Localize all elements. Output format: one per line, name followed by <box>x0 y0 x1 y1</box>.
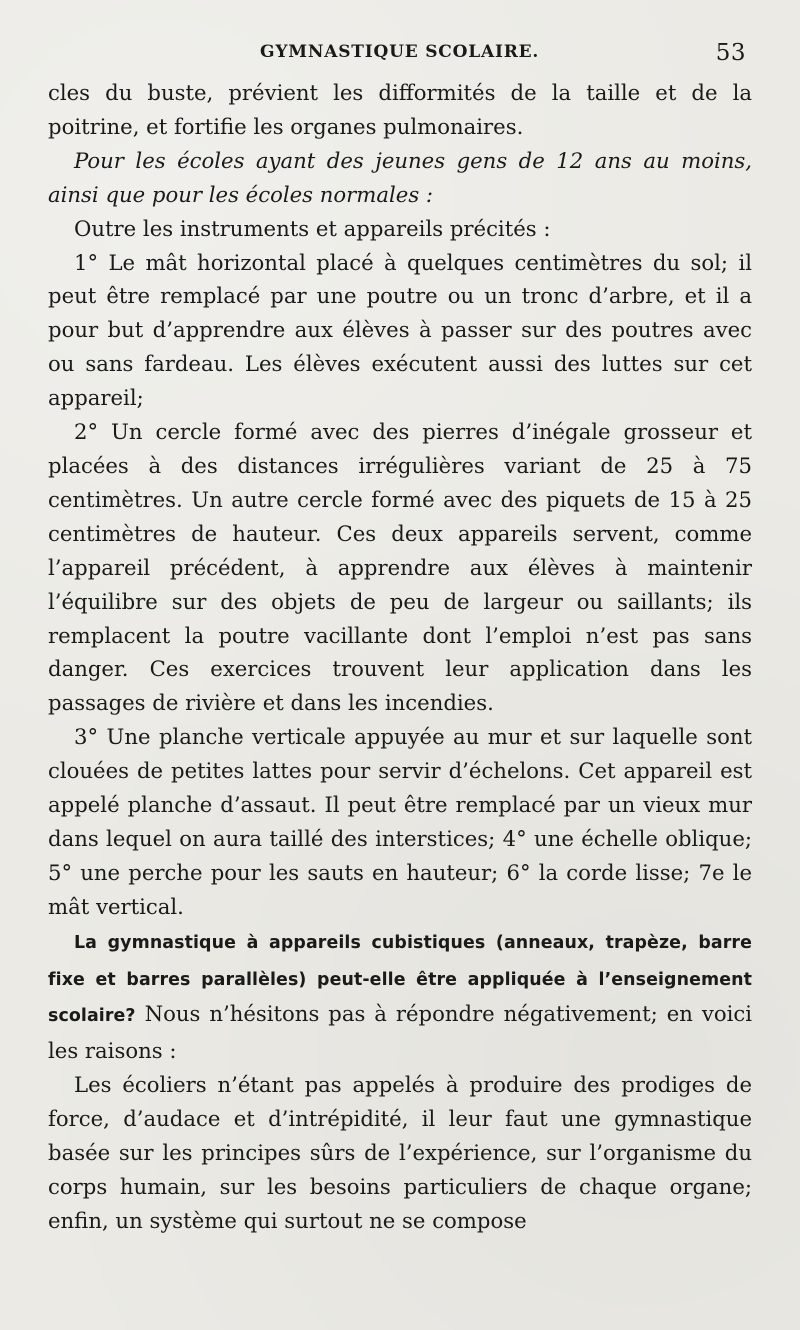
paragraph-reasons: Les écoliers n’étant pas appelés à produire des prodiges de force, d’audace et d’intrépidité, il leur faut une gymnastique basée sur les principes sûrs de l’expérience, sur l’organisme du corps humain, sur les besoins particuliers de chaque organe; enfin, un système qui surtout ne se compose <box>48 1072 752 1233</box>
paragraph-item-2: 2° Un cercle formé avec des pierres d’inégale grosseur et placées à des distances irrégulières variant de 25 à 75 centimètres. Un autre cercle formé avec des piquets de 15 à 25 centimètres de hauteur. Ces deux appareils servent, comme l’appareil précédent, à apprendre aux élèves à maintenir l’équilibre sur des objets de peu de largeur ou saillants; ils remplacent la poutre vacillante dont l’emploi n’est pas sans danger. Ces exercices trouvent leur application dans les passages de rivière et dans les incendies. <box>48 419 752 716</box>
paragraph-continuation: cles du buste, prévient les difformités de la taille et de la poitrine, et fortifie les organes pulmonaires. <box>48 80 752 139</box>
paragraph-question <box>48 924 752 1069</box>
paragraph-instruments-intro: Outre les instruments et appareils précités : <box>74 215 551 241</box>
question-bold-text: La gymnastique à appareils cubistiques (anneaux, trapèze, barre fixe et barres parallèles) peut-elle être appliquée à l’enseignement scolaire? <box>48 932 752 1027</box>
section-italic-heading: Pour les écoles ayant des jeunes gens de 12 ans au moins, ainsi que pour les écoles normales : <box>48 147 752 207</box>
running-title: GYMNASTIQUE SCOLAIRE. <box>260 42 540 62</box>
page-number: 53 <box>715 40 746 66</box>
paragraph-item-1: 1° Le mât horizontal placé à quelques centimètres du sol; il peut être remplacé par une poutre ou un tronc d’arbre, et il a pour but d’apprendre aux élèves à passer sur des poutres avec ou sans fardeau. Les élèves exécutent aussi des luttes sur cet appareil; <box>48 249 752 411</box>
page-body <box>48 76 752 1238</box>
running-head <box>48 36 752 76</box>
paragraph-item-3: 3° Une planche verticale appuyée au mur et sur laquelle sont clouées de petites lattes pour servir d’échelons. Cet appareil est appelé planche d’assaut. Il peut être remplacé par un vieux mur dans lequel on aura taillé des interstices; 4° une échelle oblique; 5° une perche pour les sauts en hauteur; 6° la corde lisse; 7e le mât vertical. <box>48 724 752 919</box>
question-answer-text: Nous n’hésitons pas à répondre négativement; en voici les raisons : <box>48 1001 752 1064</box>
